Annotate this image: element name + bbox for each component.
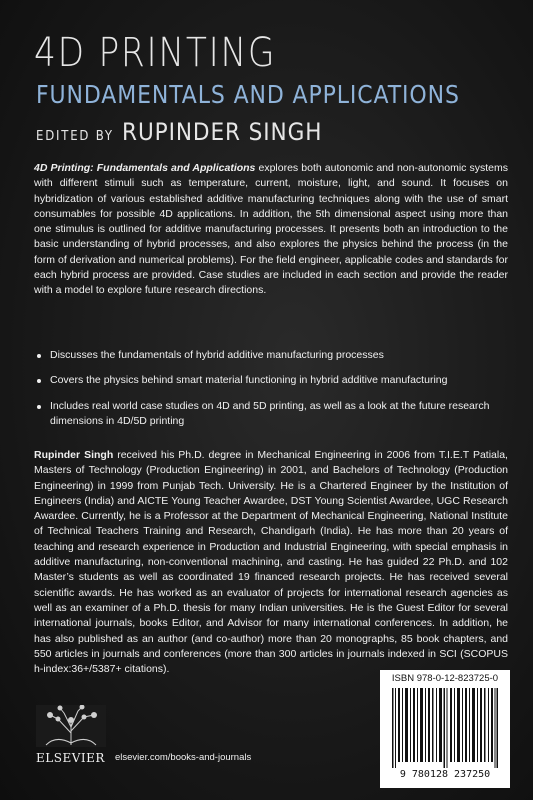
publisher-name: ELSEVIER xyxy=(36,751,105,765)
feature-item: Includes real world case studies on 4D and 5D printing, as well as a look at the future research dimensions in 4D/5D printing xyxy=(34,399,508,430)
description-text: explores both autonomic and non-autonomic systems with different stimuli such as temperature, current, moisture, light, and sound. It focuses on hybridization of various established additive manufacturing techniques along with the use of smart consumables for possible 4D applications. In addition, the 5th dimensional aspect using more than one stimulus is outlined for additive manufacturing processes. It presents both an introduction to the basic understanding of hybrid processes, and also explores the physics behind the process (in the form of derivation and numerical problems). For the field engineer, applicable codes and standards for each hybrid process are provided. Case studies are included in each section and provide the reader with a model to explore future research directions. xyxy=(34,162,508,297)
feature-item: Covers the physics behind smart material functioning in hybrid additive manufacturing xyxy=(34,373,508,388)
isbn-barcode-box xyxy=(380,670,510,788)
author-bio-text: received his Ph.D. degree in Mechanical Engineering in 2006 from T.I.E.T Patiala, Masters of Technology (Production Engineering) in 2001, and Bachelors of Technology (Production Engineering) in 1999 from Punjab Tech. University. He is a Chartered Engineer by the Institution of Engineers (India) and AICTE Young Teacher Awardee, DST Young Scientist Awardee, UGC Research Awardee. Currently, he is a Professor at the Department of Mechanical Engineering, National Institute of Technical Teachers Training and Research, Chandigarh (India). He has more than 20 years of teaching and research experience in Production and Industrial Engineering, with special emphasis in additive manufacturing, non-conventional machining, and casting. He has guided 22 Ph.D. and 102 Master’s students as well as coordinated 19 financed research projects. He has received several scientific awards. He has worked as an evaluator of projects for international research agencies as well as an examiner of a Ph.D. thesis for many Indian universities. He is the Guest Editor for several international journals, books Editor, and Advisor for many international conferences. In addition, he has also published as an author (and co-author) more than 20 monographs, 85 book chapters, and 550 articles in journals and conferences (more than 300 articles in journals indexed in SCI (SCOPUS h-index:36+/5387+ citations). xyxy=(34,449,508,676)
barcode-number: 9 780128 237250 xyxy=(399,769,491,780)
publisher-url[interactable]: elsevier.com/books-and-journals xyxy=(115,752,252,763)
feature-item: Discusses the fundamentals of hybrid additive manufacturing processes xyxy=(34,348,508,363)
editor-prefix: EDITED BY xyxy=(36,129,114,144)
book-description xyxy=(34,161,508,299)
editor-name: RUPINDER SINGH xyxy=(122,118,323,146)
editor-line xyxy=(36,118,354,146)
isbn-label: ISBN 978-0-12-823725-0 xyxy=(391,673,499,684)
barcode-icon xyxy=(392,688,498,768)
book-title: 4D PRINTING xyxy=(34,30,277,76)
book-subtitle: FUNDAMENTALS AND APPLICATIONS xyxy=(36,80,460,109)
feature-list xyxy=(34,348,508,439)
elsevier-tree-logo-icon xyxy=(36,705,106,783)
author-name: Rupinder Singh xyxy=(34,449,114,461)
description-book-title: 4D Printing: Fundamentals and Applications xyxy=(34,162,256,174)
author-bio xyxy=(34,448,508,677)
